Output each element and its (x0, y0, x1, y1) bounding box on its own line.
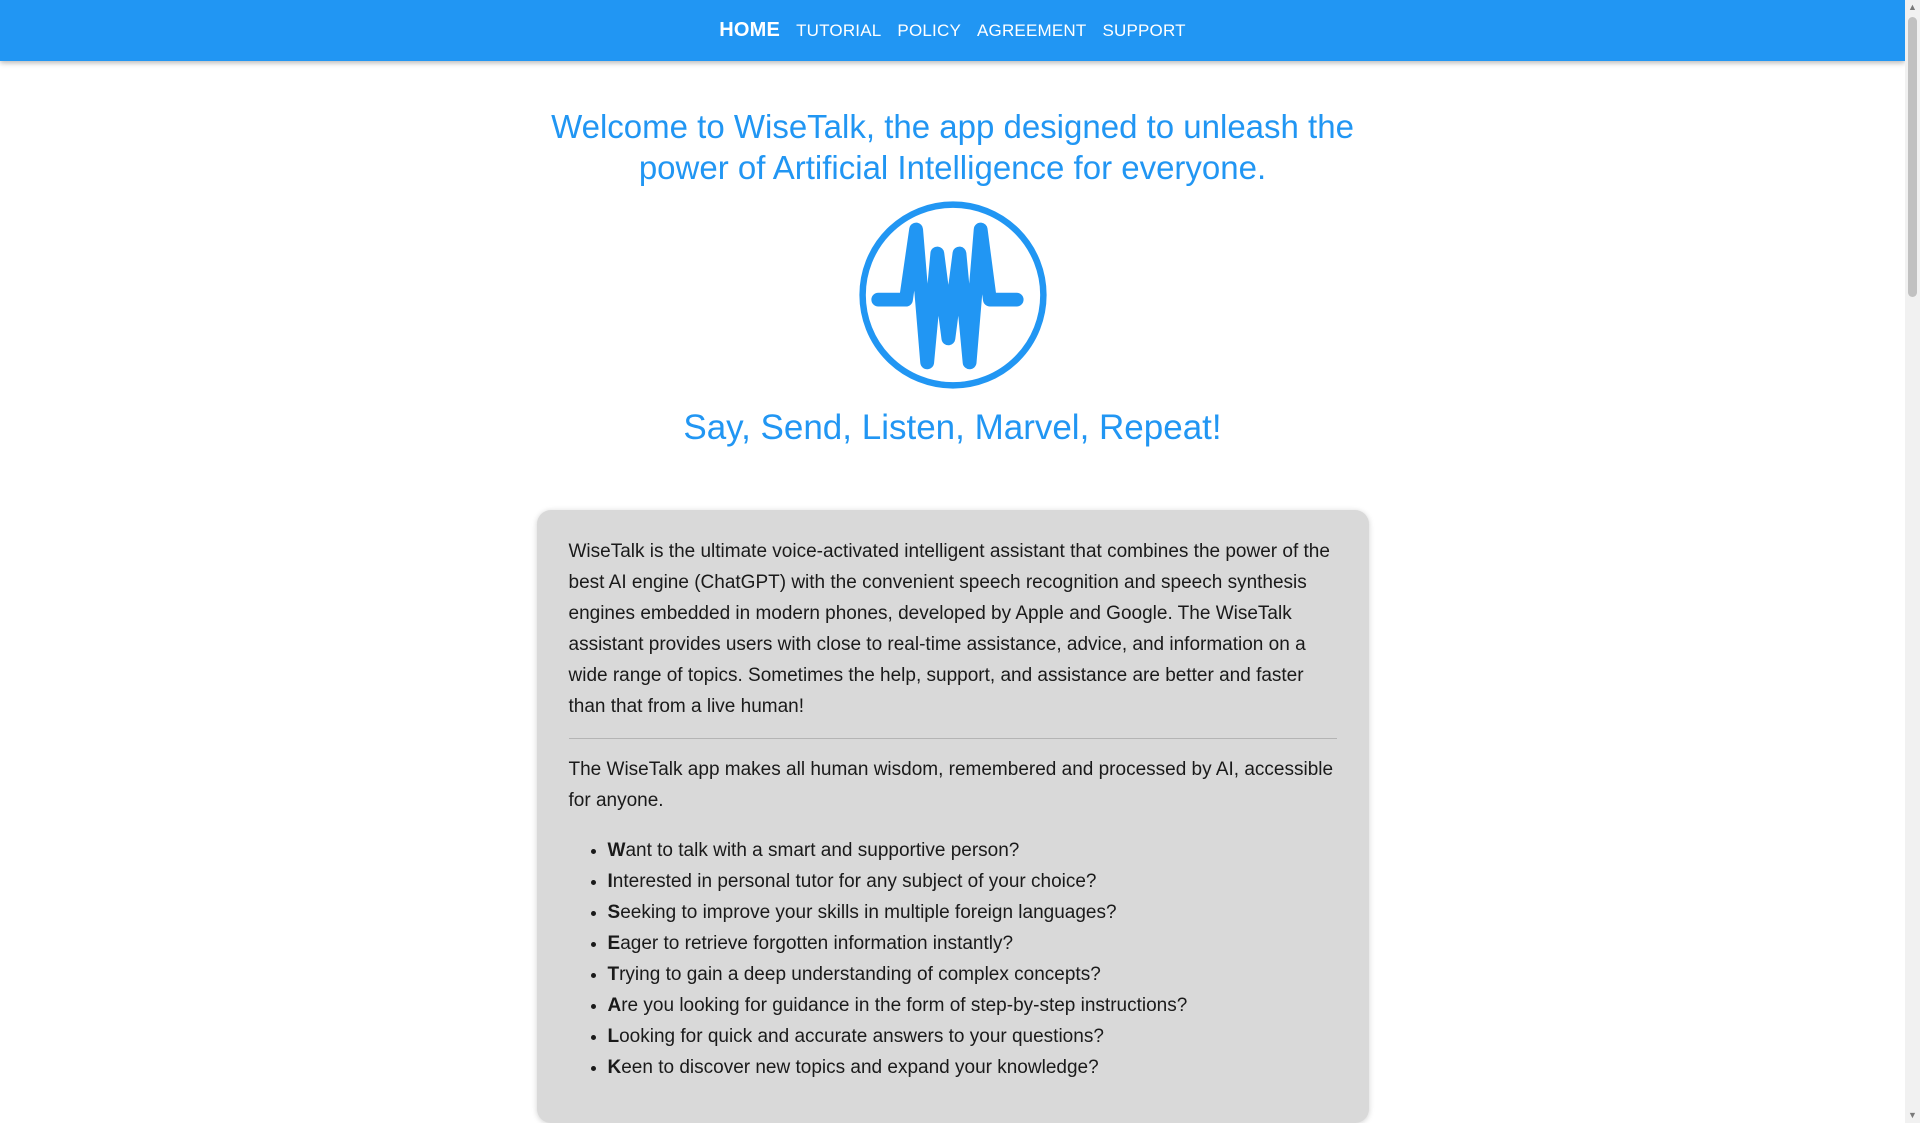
list-item (608, 990, 1337, 1021)
list-item-initial: W (607, 840, 626, 861)
list-item-initial: S (607, 902, 621, 923)
list-item-initial: A (607, 995, 622, 1016)
scrollbar-thumb[interactable] (1908, 17, 1917, 297)
list-item (608, 1021, 1337, 1052)
list-item-text: rying to gain a deep understanding of complex concepts? (619, 964, 1101, 985)
list-item-initial: E (607, 933, 621, 954)
list-item-text: ooking for quick and accurate answers to your questions? (619, 1026, 1104, 1047)
top-navbar (0, 0, 1905, 61)
wisdom-paragraph: The WiseTalk app makes all human wisdom, remembered and processed by AI, accessible for anyone. (568, 759, 1334, 811)
nav-tutorial-link[interactable]: TUTORIAL (796, 20, 882, 40)
list-item-text: eeking to improve your skills in multiple foreign languages? (620, 902, 1117, 923)
list-item (608, 866, 1337, 897)
list-item-text: ant to talk with a smart and supportive person? (625, 840, 1020, 861)
nav-policy-link[interactable]: POLICY (897, 20, 961, 40)
list-item-text: ager to retrieve forgotten information instantly? (620, 933, 1014, 954)
list-item (608, 835, 1337, 866)
list-item-initial: T (607, 964, 620, 985)
nav-home-link[interactable]: HOME (719, 19, 781, 41)
list-item-text: een to discover new topics and expand your knowledge? (621, 1057, 1099, 1078)
feature-list (569, 835, 1337, 1083)
card-divider (569, 738, 1337, 739)
description-card (537, 510, 1369, 1123)
hero-tagline: Say, Send, Listen, Marvel, Repeat! (683, 408, 1222, 447)
list-item (608, 897, 1337, 928)
nav-support-link[interactable]: SUPPORT (1102, 20, 1186, 40)
vertical-scrollbar[interactable] (1905, 0, 1920, 1123)
list-item-initial: I (607, 871, 613, 892)
scroll-up-arrow-icon[interactable]: ▲ (1908, 2, 1917, 12)
list-item-initial: L (607, 1026, 620, 1047)
main-content (0, 61, 1905, 1123)
hero-headline: Welcome to WiseTalk, the app designed to unleash the power of Artificial Intelligence for everyone. (551, 108, 1354, 186)
list-item-initial: K (607, 1057, 622, 1078)
intro-paragraph: WiseTalk is the ultimate voice-activated intelligent assistant that combines the power of the best AI engine (ChatGPT) with the convenient speech recognition and speech synthesis engines embedded in modern phones, developed by Apple and Google. The WiseTalk assistant provides users with close to real-time assistance, advice, and information on a wide range of topics. Sometimes the help, support, and assistance are better and faster than that from a live human! (568, 541, 1330, 717)
scroll-down-arrow-icon[interactable]: ▼ (1908, 1110, 1917, 1120)
list-item-text: nterested in personal tutor for any subject of your choice? (612, 871, 1097, 892)
list-item (608, 928, 1337, 959)
waveform-circle-icon (850, 200, 1056, 390)
nav-agreement-link[interactable]: AGREEMENT (976, 20, 1087, 40)
list-item (608, 1052, 1337, 1083)
list-item-text: re you looking for guidance in the form of step-by-step instructions? (621, 995, 1188, 1016)
list-item (608, 959, 1337, 990)
